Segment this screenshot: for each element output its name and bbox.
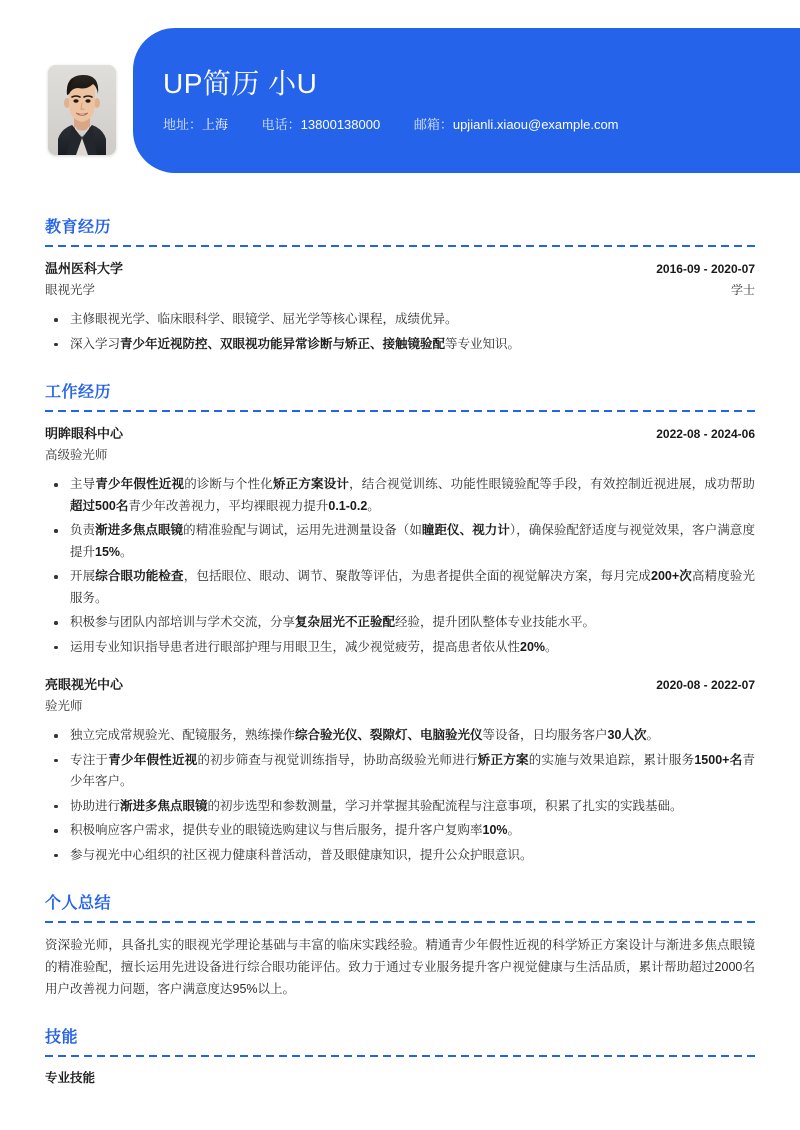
work-entry [45,423,755,658]
contact-item-email [414,116,619,134]
entry-header-row [45,423,755,445]
contact-value-address: 上海 [202,117,229,132]
avatar [48,65,116,155]
education-school: 温州医科大学 [45,261,124,276]
list-item: 负责渐进多焦点眼镜的精准验配与调试，运用先进测量设备（如瞳距仪、视力计），确保验配舒适度与视觉效果，客户满意度提升15%。 [45,520,755,563]
list-item: 参与视光中心组织的社区视力健康科普活动，普及眼健康知识，提升公众护眼意识。 [45,845,755,867]
entry-header-row [45,674,755,696]
entry-sub-row [45,445,755,466]
work-company: 明眸眼科中心 [45,426,124,441]
entry-sub-row [45,696,755,717]
education-major: 眼视光学 [45,283,96,297]
section-education [45,214,755,355]
section-work [45,379,755,866]
section-title-work: 工作经历 [45,384,112,401]
contact-value-phone: 13800138000 [300,117,381,132]
list-item: 协助进行渐进多焦点眼镜的初步选型和参数测量，学习并掌握其验配流程与注意事项，积累了扎实的实践基础。 [45,796,755,818]
resume-body [0,214,800,1088]
section-title-education: 教育经历 [45,219,112,236]
list-item: 专注于青少年假性近视的初步筛查与视觉训练指导，协助高级验光师进行矫正方案的实施与效果追踪，累计服务1500+名青少年客户。 [45,750,755,793]
contact-value-email: upjianli.xiaou@example.com [452,117,619,132]
work-entry [45,674,755,866]
portrait-photo-icon [48,65,116,155]
work-bullets [45,474,755,658]
education-degree: 学士 [730,283,755,297]
section-title-skills: 技能 [45,1029,79,1046]
work-position: 验光师 [45,699,83,713]
entry-sub-row [45,280,755,301]
list-item: 深入学习青少年近视防控、双眼视功能异常诊断与矫正、接触镜验配等专业知识。 [45,334,755,356]
work-company: 亮眼视光中心 [45,677,124,692]
resume-header [0,0,800,200]
work-date: 2022-08 - 2024-06 [656,427,755,441]
section-title-summary: 个人总结 [45,895,112,912]
page-title: UP简历 小U [163,68,318,99]
education-entry [45,258,755,355]
section-skills [45,1024,755,1088]
contact-label-address: 地址： [163,117,203,132]
contact-label-email: 邮箱： [413,117,453,132]
list-item: 积极响应客户需求，提供专业的眼镜选购建议与售后服务，提升客户复购率10%。 [45,820,755,842]
section-divider [45,410,755,412]
list-item: 开展综合眼功能检查，包括眼位、眼动、调节、聚散等评估，为患者提供全面的视觉解决方案，每月完成200+次高精度验光服务。 [45,566,755,609]
section-summary [45,890,755,1000]
list-item: 独立完成常规验光、配镜服务，熟练操作综合验光仪、裂隙灯、电脑验光仪等设备，日均服务客户30人次。 [45,725,755,747]
section-divider [45,1055,755,1057]
list-item: 运用专业知识指导患者进行眼部护理与用眼卫生，减少视觉疲劳，提高患者依从性20%。 [45,637,755,659]
contact-line [163,116,780,134]
contact-label-phone: 电话： [261,117,301,132]
education-bullets [45,309,755,355]
contact-item-phone [262,116,381,134]
list-item: 积极参与团队内部培训与学术交流，分享复杂屈光不正验配经验，提升团队整体专业技能水平。 [45,612,755,634]
section-divider [45,245,755,247]
skills-subtitle: 专业技能 [45,1071,96,1085]
education-date: 2016-09 - 2020-07 [656,262,755,276]
work-bullets [45,725,755,866]
work-date: 2020-08 - 2022-07 [656,678,755,692]
section-divider [45,921,755,923]
header-text [163,66,780,134]
list-item: 主导青少年假性近视的诊断与个性化矫正方案设计，结合视觉训练、功能性眼镜验配等手段，有效控制近视进展，成功帮助超过500名青少年改善视力，平均裸眼视力提升0.1-0.2。 [45,474,755,517]
list-item: 主修眼视光学、临床眼科学、眼镜学、屈光学等核心课程，成绩优异。 [45,309,755,331]
summary-text: 资深验光师，具备扎实的眼视光学理论基础与丰富的临床实践经验。精通青少年假性近视的科学矫正方案设计与渐进多焦点眼镜的精准验配，擅长运用先进设备进行综合眼功能评估。致力于通过专业服务提升客户视觉健康与生活品质，累计帮助超过2000名用户改善视力问题，客户满意度达95%以上。 [45,938,755,996]
contact-item-address [163,116,228,134]
work-position: 高级验光师 [45,448,108,462]
entry-header-row [45,258,755,280]
